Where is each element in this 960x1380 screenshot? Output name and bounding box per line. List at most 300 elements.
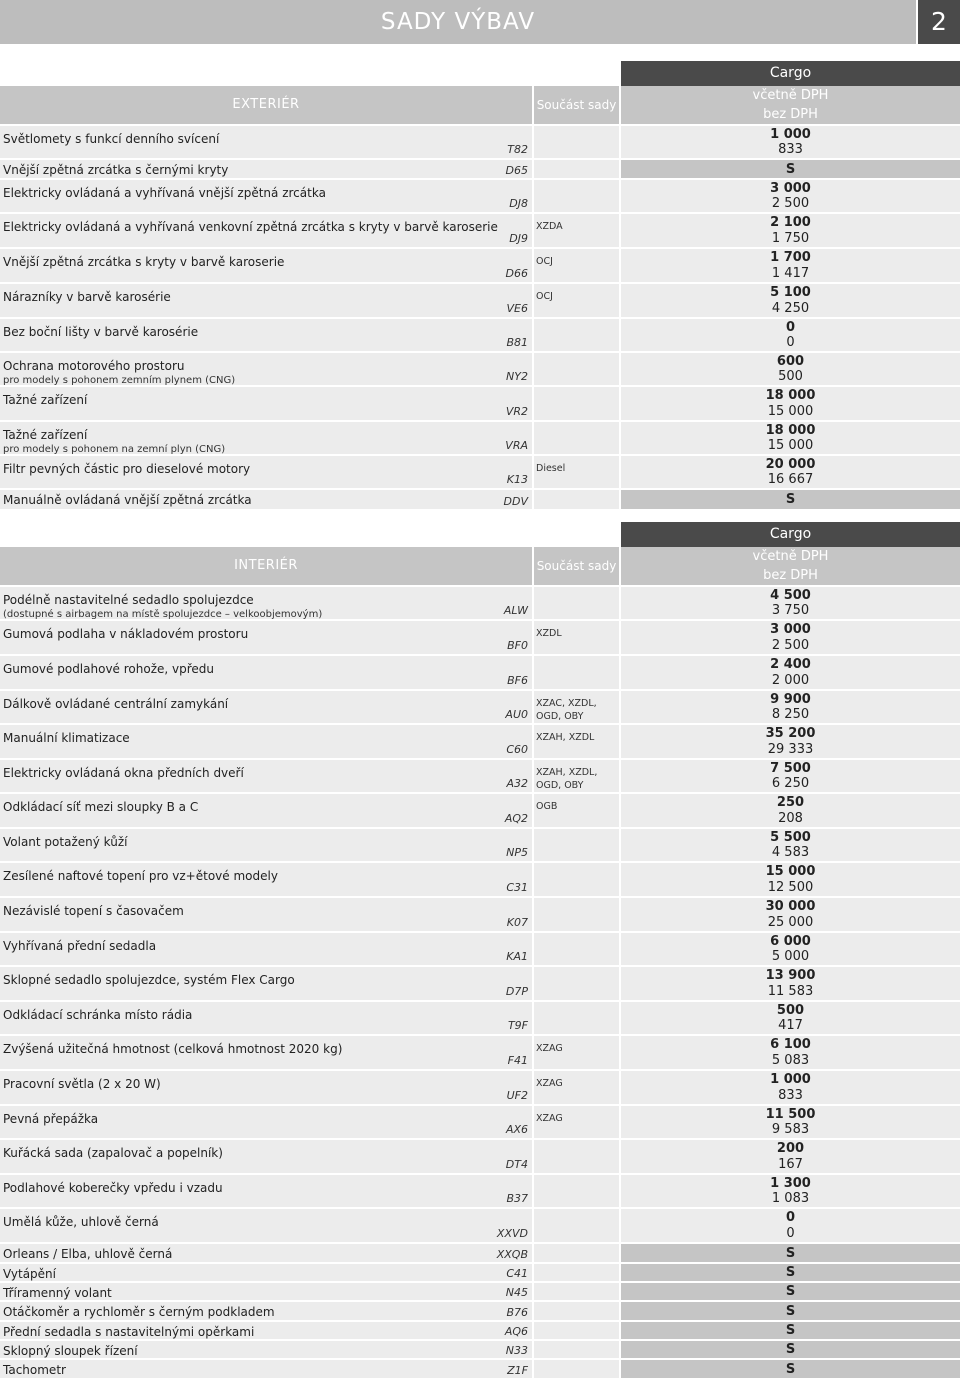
item-note: pro modely s pohonem zemním plynem (CNG)	[3, 375, 236, 386]
option-code: VR2	[505, 405, 528, 418]
interior-soucast-header: Součást sady	[534, 547, 619, 585]
price-excl-vat: 4 583	[771, 845, 810, 860]
item-name: Dálkově ovládané centrální zamykání	[3, 697, 229, 711]
row-package-cell	[534, 863, 619, 896]
price-excl-vat: 0	[786, 1226, 795, 1241]
price-incl-vat: 20 000	[765, 457, 816, 472]
option-code: VE6	[506, 302, 528, 315]
row-description-cell	[0, 760, 532, 792]
price-incl-vat: 2 400	[770, 657, 811, 672]
table-row	[0, 723, 960, 758]
price-incl-vat: 0	[785, 1210, 796, 1225]
row-description-cell	[0, 1341, 532, 1358]
row-price-cell	[621, 967, 960, 1000]
table-row	[0, 654, 960, 689]
option-code: XXQB	[496, 1248, 528, 1261]
interior-rows	[0, 585, 960, 1378]
option-code: ALW	[503, 604, 528, 617]
option-code: AQ6	[504, 1325, 528, 1338]
row-package-cell	[534, 967, 619, 1000]
price-incl-vat: 0	[785, 320, 796, 335]
table-row	[0, 1281, 960, 1300]
row-package-cell	[534, 621, 619, 654]
table-row	[0, 178, 960, 212]
row-package-cell	[534, 249, 619, 282]
price-excl-vat: 15 000	[767, 404, 814, 419]
row-description-cell	[0, 180, 532, 212]
row-package-cell	[534, 1209, 619, 1242]
row-package-cell	[534, 1244, 619, 1262]
price-excl-vat: 6 250	[771, 776, 810, 791]
price-incl-vat: 200	[776, 1141, 805, 1156]
price-incl-vat: 500	[776, 1003, 805, 1018]
row-price-cell	[621, 387, 960, 420]
exterior-cargo-label: Cargo	[621, 61, 960, 86]
row-description-cell	[0, 126, 532, 158]
price-excl-vat: 1 083	[771, 1191, 810, 1206]
item-name: Pevná přepážka	[3, 1112, 99, 1126]
table-row	[0, 585, 960, 619]
table-row	[0, 931, 960, 965]
table-row	[0, 212, 960, 247]
row-price-cell	[621, 1036, 960, 1069]
option-code: K07	[506, 916, 528, 929]
item-name: Sklopný sloupek řízení	[3, 1344, 138, 1358]
table-row	[0, 827, 960, 861]
option-code: Z1F	[507, 1364, 528, 1377]
row-description-cell	[0, 725, 532, 758]
package-codes: XZAG	[536, 1113, 563, 1124]
option-code: C31	[506, 881, 528, 894]
table-row	[0, 247, 960, 282]
package-codes: XZAH, XZDL	[536, 732, 595, 743]
price-incl-vat: 1 000	[770, 127, 811, 142]
price-incl-vat: 11 500	[765, 1107, 816, 1122]
row-description-cell	[0, 621, 532, 654]
item-name: Manuálně ovládaná vnější zpětná zrcátka	[3, 493, 252, 507]
table-row	[0, 1173, 960, 1207]
standard-marker: S	[785, 1245, 796, 1261]
row-package-cell	[534, 1106, 619, 1138]
item-name: Vyhřívaná přední sedadla	[3, 939, 157, 953]
table-row	[0, 758, 960, 792]
price-excl-vat: 4 250	[771, 301, 810, 316]
row-price-cell	[621, 1360, 960, 1378]
row-price-cell	[621, 1244, 960, 1262]
price-excl-vat: 5 083	[771, 1053, 810, 1068]
interior-table	[0, 547, 960, 1378]
row-price-cell	[621, 1209, 960, 1242]
exterior-table	[0, 86, 960, 509]
row-price-cell	[621, 1322, 960, 1339]
option-code: DT4	[505, 1158, 528, 1171]
price-incl-vat: 18 000	[765, 423, 816, 438]
package-codes: Diesel	[536, 463, 566, 474]
package-codes: OGB	[536, 801, 558, 812]
price-incl-vat: 5 500	[770, 830, 811, 845]
item-name: Zvýšená užitečná hmotnost (celková hmotnost 2020 kg)	[3, 1042, 343, 1056]
row-description-cell	[0, 1283, 532, 1300]
row-package-cell	[534, 1175, 619, 1207]
price-excl-vat: 500	[778, 369, 803, 384]
price-incl-vat: 4 500	[770, 588, 811, 603]
item-name: Podélně nastavitelné sedadlo spolujezdce	[3, 593, 254, 607]
package-codes: XZAC, XZDL, OGD, OBY	[536, 698, 597, 722]
row-package-cell	[534, 1302, 619, 1320]
price-excl-vat: 1 417	[771, 266, 810, 281]
option-code: C41	[506, 1267, 528, 1280]
option-code: UF2	[506, 1089, 528, 1102]
table-row	[0, 385, 960, 420]
price-excl-vat: 1 750	[771, 231, 810, 246]
price-excl-vat: 208	[778, 811, 803, 826]
item-name: Tažné zařízení	[3, 393, 88, 407]
row-price-cell	[621, 180, 960, 212]
row-package-cell	[534, 214, 619, 247]
table-row	[0, 317, 960, 351]
row-package-cell	[534, 387, 619, 420]
price-incl-vat: 18 000	[765, 388, 816, 403]
item-name: Tažné zařízení	[3, 428, 88, 442]
row-package-cell	[534, 760, 619, 792]
item-name: Elektricky ovládaná okna předních dveří	[3, 766, 244, 780]
price-incl-vat: 13 900	[765, 968, 816, 983]
item-name: Manuální klimatizace	[3, 731, 130, 745]
row-price-cell	[621, 587, 960, 619]
row-description-cell	[0, 1322, 532, 1339]
row-price-cell	[621, 760, 960, 792]
exterior-table-header	[0, 86, 960, 124]
row-package-cell	[534, 587, 619, 619]
price-excl-vat: 2 500	[771, 196, 810, 211]
row-price-cell	[621, 621, 960, 654]
table-row	[0, 792, 960, 827]
item-name: Nezávislé topení s časovačem	[3, 904, 184, 918]
row-price-cell	[621, 829, 960, 861]
item-name: Volant potažený kůží	[3, 835, 128, 849]
row-description-cell	[0, 863, 532, 896]
row-package-cell	[534, 180, 619, 212]
table-row	[0, 124, 960, 158]
table-row	[0, 619, 960, 654]
row-package-cell	[534, 656, 619, 689]
row-description-cell	[0, 656, 532, 689]
item-name: Vytápění	[3, 1267, 56, 1281]
option-code: BF0	[507, 639, 528, 652]
row-package-cell	[534, 691, 619, 723]
row-description-cell	[0, 456, 532, 488]
table-row	[0, 351, 960, 385]
item-name: Podlahové koberečky vpředu i vzadu	[3, 1181, 223, 1195]
row-description-cell	[0, 1140, 532, 1173]
row-description-cell	[0, 1209, 532, 1242]
price-incl-vat-label: včetně DPH	[752, 88, 829, 103]
price-excl-vat: 11 583	[767, 984, 814, 999]
standard-marker: S	[785, 1323, 796, 1338]
package-codes: XZAH, XZDL, OGD, OBY	[536, 767, 598, 791]
item-name: Nárazníky v barvě karosérie	[3, 290, 171, 304]
row-price-cell	[621, 1140, 960, 1173]
option-code: NP5	[506, 846, 528, 859]
package-codes: OCJ	[536, 291, 553, 302]
row-price-cell	[621, 1302, 960, 1320]
price-incl-vat: 3 000	[770, 622, 811, 637]
row-package-cell	[534, 1360, 619, 1378]
row-description-cell	[0, 1244, 532, 1262]
row-price-cell	[621, 160, 960, 178]
row-description-cell	[0, 1106, 532, 1138]
row-price-cell	[621, 1283, 960, 1300]
item-name: Otáčkoměr a rychloměr s černým podkladem	[3, 1305, 275, 1319]
row-description-cell	[0, 1175, 532, 1207]
row-description-cell	[0, 898, 532, 931]
row-price-cell	[621, 863, 960, 896]
row-price-cell	[621, 456, 960, 488]
page-number: 2	[918, 0, 960, 44]
row-price-cell	[621, 933, 960, 965]
row-description-cell	[0, 587, 532, 619]
price-incl-vat: 30 000	[765, 899, 816, 914]
row-description-cell	[0, 829, 532, 861]
table-row	[0, 420, 960, 454]
table-row	[0, 861, 960, 896]
table-row	[0, 1207, 960, 1242]
row-price-cell	[621, 353, 960, 385]
item-name: Bez boční lišty v barvě karosérie	[3, 325, 199, 339]
item-name: Ochrana motorového prostoru	[3, 359, 185, 373]
row-package-cell	[534, 829, 619, 861]
option-code: VRA	[505, 439, 528, 452]
row-package-cell	[534, 422, 619, 454]
item-name: Orleans / Elba, uhlově černá	[3, 1247, 173, 1261]
row-price-cell	[621, 656, 960, 689]
price-incl-vat: 5 100	[770, 285, 811, 300]
row-package-cell	[534, 1036, 619, 1069]
row-package-cell	[534, 1264, 619, 1281]
package-codes: XZAG	[536, 1043, 563, 1054]
item-name: Přední sedadla s nastavitelnými opěrkami	[3, 1325, 255, 1339]
price-incl-vat: 1 000	[770, 1072, 811, 1087]
interior-cargo-label: Cargo	[621, 522, 960, 547]
row-price-cell	[621, 422, 960, 454]
option-code: AQ2	[504, 812, 528, 825]
price-incl-vat: 1 700	[770, 250, 811, 265]
price-excl-vat: 16 667	[767, 472, 814, 487]
row-package-cell	[534, 353, 619, 385]
price-excl-vat: 417	[778, 1018, 803, 1033]
row-price-cell	[621, 284, 960, 317]
row-package-cell	[534, 490, 619, 509]
price-incl-vat: 9 900	[770, 692, 811, 707]
price-excl-vat: 0	[786, 335, 795, 350]
exterior-section-title: EXTERIÉR	[0, 86, 532, 124]
row-description-cell	[0, 160, 532, 178]
table-row	[0, 1069, 960, 1104]
price-incl-vat: 600	[776, 354, 805, 369]
package-codes: XZDA	[536, 221, 563, 232]
row-price-cell	[621, 214, 960, 247]
page-title: SADY VÝBAV	[380, 9, 536, 35]
row-price-cell	[621, 1341, 960, 1358]
item-name: Odkládací schránka místo rádia	[3, 1008, 193, 1022]
package-codes: XZDL	[536, 628, 562, 639]
price-incl-vat: 7 500	[770, 761, 811, 776]
package-codes: OCJ	[536, 256, 553, 267]
row-description-cell	[0, 1264, 532, 1281]
price-excl-vat: 3 750	[771, 603, 810, 618]
item-name: Gumová podlaha v nákladovém prostoru	[3, 627, 249, 641]
row-package-cell	[534, 319, 619, 351]
table-row	[0, 1104, 960, 1138]
item-name: Tříramenný volant	[3, 1286, 112, 1300]
price-incl-vat: 3 000	[770, 181, 811, 196]
item-name: Tachometr	[3, 1363, 66, 1377]
table-row	[0, 1320, 960, 1339]
option-code: XXVD	[496, 1227, 528, 1240]
item-name: Vnější zpětná zrcátka s černými kryty	[3, 163, 229, 177]
option-code: B76	[506, 1306, 528, 1319]
table-row	[0, 1300, 960, 1320]
option-code: BF6	[507, 674, 528, 687]
price-excl-vat: 25 000	[767, 915, 814, 930]
price-excl-vat: 2 500	[771, 638, 810, 653]
option-code: N33	[505, 1344, 528, 1357]
item-note: pro modely s pohonem na zemní plyn (CNG)	[3, 444, 226, 455]
standard-marker: S	[785, 1284, 796, 1299]
option-code: D7P	[505, 985, 528, 998]
price-excl-vat: 15 000	[767, 438, 814, 453]
row-description-cell	[0, 1360, 532, 1378]
standard-marker: S	[785, 1265, 796, 1280]
option-code: AX6	[505, 1123, 528, 1136]
item-name: Elektricky ovládaná a vyhřívaná venkovní zpětná zrcátka s kryty v barvě karoserie	[3, 220, 498, 234]
row-price-cell	[621, 794, 960, 827]
exterior-price-header	[621, 86, 960, 124]
row-price-cell	[621, 1071, 960, 1104]
price-excl-vat: 5 000	[771, 949, 810, 964]
standard-marker: S	[785, 492, 796, 507]
table-row	[0, 1339, 960, 1358]
row-price-cell	[621, 249, 960, 282]
interior-table-header	[0, 547, 960, 585]
item-name: Sklopné sedadlo spolujezdce, systém Flex Cargo	[3, 973, 295, 987]
item-name: Pracovní světla (2 x 20 W)	[3, 1077, 161, 1091]
row-description-cell	[0, 967, 532, 1000]
option-code: B37	[506, 1192, 528, 1205]
row-price-cell	[621, 490, 960, 509]
item-name: Elektricky ovládaná a vyhřívaná vnější zpětná zrcátka	[3, 186, 326, 200]
price-incl-vat: 15 000	[765, 864, 816, 879]
item-name: Kuřácká sada (zapalovač a popelník)	[3, 1146, 223, 1160]
row-description-cell	[0, 319, 532, 351]
table-row	[0, 1034, 960, 1069]
row-package-cell	[534, 1002, 619, 1034]
item-name: Zesílené naftové topení pro vz+ětové modely	[3, 869, 278, 883]
row-package-cell	[534, 898, 619, 931]
price-excl-vat: 29 333	[767, 742, 814, 757]
row-description-cell	[0, 249, 532, 282]
row-price-cell	[621, 725, 960, 758]
option-code: AU0	[505, 708, 528, 721]
option-code: F41	[507, 1054, 528, 1067]
item-note: (dostupné s airbagem na místě spolujezdce – velkoobjemovým)	[3, 609, 323, 620]
row-description-cell	[0, 214, 532, 247]
price-incl-vat: 6 100	[770, 1037, 811, 1052]
row-price-cell	[621, 898, 960, 931]
row-package-cell	[534, 126, 619, 158]
price-excl-vat: 8 250	[771, 707, 810, 722]
row-description-cell	[0, 933, 532, 965]
option-code: D66	[505, 267, 528, 280]
option-code: DJ9	[509, 232, 528, 245]
row-price-cell	[621, 1175, 960, 1207]
price-excl-vat-label: bez DPH	[763, 107, 818, 122]
option-code: N45	[505, 1286, 528, 1299]
price-excl-vat: 833	[778, 1088, 803, 1103]
option-code: KA1	[506, 950, 528, 963]
row-package-cell	[534, 1071, 619, 1104]
table-row	[0, 454, 960, 488]
price-incl-vat: 250	[776, 795, 805, 810]
item-name: Gumové podlahové rohože, vpředu	[3, 662, 215, 676]
option-code: B81	[506, 336, 528, 349]
option-code: D65	[505, 164, 528, 177]
row-description-cell	[0, 422, 532, 454]
row-package-cell	[534, 160, 619, 178]
exterior-rows	[0, 124, 960, 509]
item-name: Umělá kůže, uhlově černá	[3, 1215, 159, 1229]
row-price-cell	[621, 126, 960, 158]
option-code: NY2	[506, 370, 528, 383]
interior-section-title: INTERIÉR	[0, 547, 532, 585]
price-excl-vat: 2 000	[771, 673, 810, 688]
price-excl-vat: 167	[778, 1157, 803, 1172]
standard-marker: S	[785, 1342, 796, 1357]
price-excl-vat: 12 500	[767, 880, 814, 895]
package-codes: XZAG	[536, 1078, 563, 1089]
option-code: DDV	[503, 495, 528, 508]
option-code: T9F	[507, 1019, 528, 1032]
row-price-cell	[621, 1264, 960, 1281]
price-excl-vat: 9 583	[771, 1122, 810, 1137]
table-row	[0, 488, 960, 509]
row-package-cell	[534, 794, 619, 827]
row-package-cell	[534, 1283, 619, 1300]
row-description-cell	[0, 691, 532, 723]
table-row	[0, 1138, 960, 1173]
price-incl-vat: 1 300	[770, 1176, 811, 1191]
row-description-cell	[0, 1036, 532, 1069]
page-header	[0, 0, 960, 44]
option-code: DJ8	[509, 197, 528, 210]
row-package-cell	[534, 284, 619, 317]
row-price-cell	[621, 691, 960, 723]
row-package-cell	[534, 456, 619, 488]
item-name: Vnější zpětná zrcátka s kryty v barvě karoserie	[3, 255, 285, 269]
row-description-cell	[0, 284, 532, 317]
row-package-cell	[534, 725, 619, 758]
item-name: Světlomety s funkcí denního svícení	[3, 132, 220, 146]
price-excl-vat-label: bez DPH	[763, 568, 818, 583]
option-code: C60	[506, 743, 528, 756]
table-row	[0, 689, 960, 723]
standard-marker: S	[785, 1361, 796, 1377]
option-code: T82	[507, 143, 528, 156]
price-incl-vat: 6 000	[770, 934, 811, 949]
row-description-cell	[0, 387, 532, 420]
price-incl-vat: 35 200	[765, 726, 816, 741]
table-row	[0, 965, 960, 1000]
